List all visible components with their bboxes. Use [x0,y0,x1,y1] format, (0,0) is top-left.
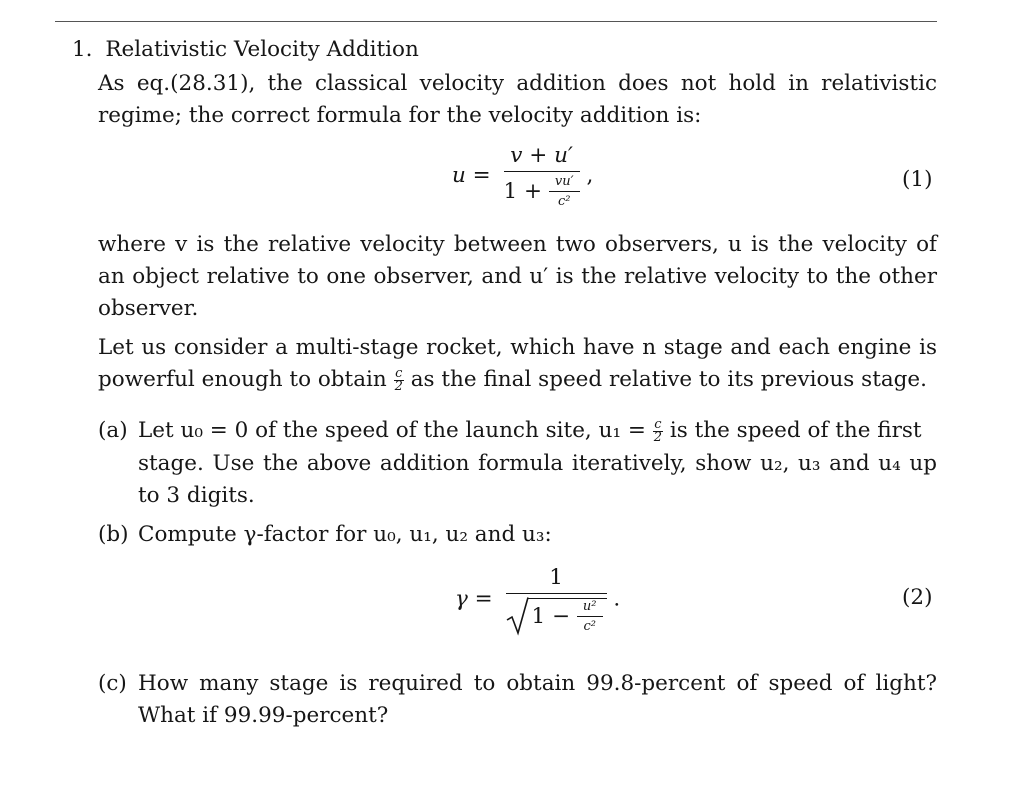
eq1-den-prefix: 1 + [503,179,543,204]
eq2-inner-fraction [577,601,603,633]
problem-title: Relativistic Velocity Addition [105,37,419,62]
eq2-radicand [528,598,607,633]
part-c-line-2: What if 99.99-percent? [138,703,389,728]
eq2-numerator: 1 [506,565,607,594]
equation-1 [452,143,593,208]
part-c-line-1: How many stage is required to obtain 99.8-percent of speed of light? [138,671,937,696]
equation-2 [455,565,620,633]
part-a-line-3: to 3 digits. [138,483,255,508]
problem-heading [72,37,419,63]
part-a-frac-den: 2 [653,429,663,445]
part-a-line-2: stage. Use the above addition formula iteratively, show u₂, u₃ and u₄ up [138,451,937,476]
where-line-3: observer. [98,296,199,321]
part-a-label: (a) [98,418,128,443]
part-a-frac-num: c [654,416,662,432]
eq1-fraction [504,143,580,208]
eq1-suffix: , [586,163,594,188]
rocket-frac-den: 2 [394,378,403,394]
rocket-line-2 [98,367,927,393]
sqrt-symbol [506,598,607,633]
eq2-inner-num: u² [577,601,603,617]
part-a-line-1-a: Let u₀ = 0 of the speed of the launch site, u₁ = [138,418,646,443]
eq2-inner-den: c² [583,619,596,634]
eq2-denominator [506,594,607,633]
eq2-rad-prefix: 1 − [531,604,571,629]
eq1-numerator: v + u′ [504,143,580,172]
rocket-line-2-b: as the final speed relative to its previous stage. [410,367,927,392]
eq1-inner-fraction [549,176,580,208]
part-a-line-1-b: is the speed of the first [669,418,922,443]
equation-2-number: (2) [902,585,933,610]
eq1-denominator [504,172,580,208]
rocket-line-1: Let us consider a multi-stage rocket, which have n stage and each engine is [98,335,937,360]
rocket-fraction [394,365,404,394]
intro-line-1: As eq.(28.31), the classical velocity addition does not hold in relativistic [98,71,937,96]
where-line-1: where v is the relative velocity between two observers, u is the velocity of [98,232,937,257]
eq2-fraction [506,565,607,633]
part-a-line-1 [138,418,937,444]
part-b-text: Compute γ-factor for u₀, u₁, u₂ and u₃: [138,522,552,547]
where-line-2: an object relative to one observer, and u′ is the relative velocity to the other [98,264,937,289]
eq1-inner-num: vu′ [549,176,580,192]
part-b-label: (b) [98,522,129,547]
part-c-label: (c) [98,671,127,696]
rocket-line-2-a: powerful enough to obtain [98,367,387,392]
rocket-frac-num: c [395,365,403,381]
eq1-inner-den: c² [558,194,571,209]
intro-line-2: regime; the correct formula for the velocity addition is: [98,103,702,128]
top-rule [55,21,937,22]
eq2-lhs: γ = [455,586,493,612]
problem-number: 1. [72,37,93,62]
radical-sign-icon [506,596,530,636]
equation-1-number: (1) [902,167,933,192]
eq2-suffix: . [613,586,621,612]
part-a-fraction [653,416,663,445]
eq1-lhs: u = [452,163,491,188]
